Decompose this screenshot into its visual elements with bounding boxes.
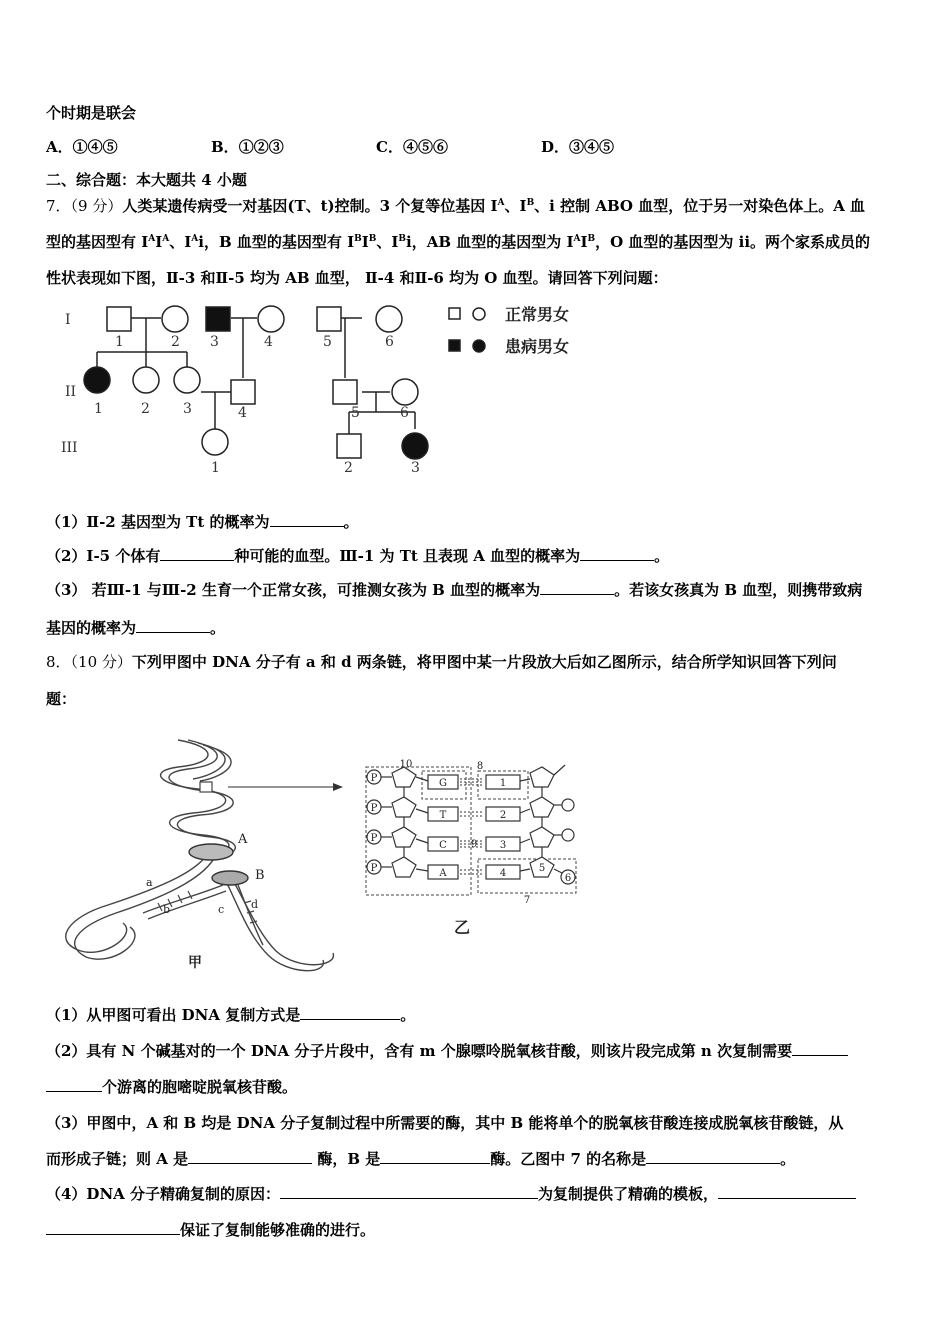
gen-label-II: II — [65, 384, 77, 400]
base-A: A — [439, 868, 447, 879]
answer-blank[interactable] — [380, 1149, 490, 1164]
pedigree-II3-female — [174, 367, 200, 393]
arrow-head-icon — [333, 783, 343, 791]
sugar-pentagon-left — [392, 857, 416, 877]
answer-blank[interactable] — [580, 546, 654, 561]
legend-affected-female-icon — [473, 340, 485, 352]
label-II4: 4 — [238, 405, 247, 421]
answer-blank[interactable] — [188, 1149, 312, 1164]
legend-normal-label: 正常男女 — [505, 305, 570, 324]
label-II5: 5 — [351, 405, 360, 421]
pedigree-I4-female — [258, 306, 284, 332]
label-7: 7 — [523, 895, 531, 906]
label-a: a — [146, 876, 153, 889]
pedigree-I6-female — [376, 306, 402, 332]
q8-sub-2: （2）具有 N 个碱基对的一个 DNA 分子片段中，含有 m 个腺嘌呤脱氧核苷酸，则该片段完成第 n 次复制需要 — [46, 1041, 848, 1061]
label-8: 8 — [476, 761, 484, 772]
pedigree-I2-female — [162, 306, 188, 332]
pedigree-II5-male — [333, 380, 357, 404]
label-I2: 2 — [171, 334, 180, 350]
answer-blank[interactable] — [792, 1041, 848, 1056]
sugar-pentagon-left — [392, 797, 416, 817]
pedigree-II1-female-affected — [84, 367, 110, 393]
pedigree-III3-female-affected — [402, 433, 428, 459]
base-C: C — [439, 840, 447, 851]
label-10: 10 — [399, 759, 413, 770]
answer-blank[interactable] — [160, 546, 234, 561]
sugar-pentagon-right — [530, 767, 554, 787]
q8-sub-3-cont: 而形成子链；则 A 是 酶，B 是 酶。乙图中 7 的名称是 。 — [46, 1150, 796, 1168]
label-III2: 2 — [344, 460, 353, 476]
phosphate-label: P — [370, 803, 378, 814]
phosphate-label: P — [370, 863, 378, 874]
pedigree-II4-male — [231, 380, 255, 404]
sugar-pentagon-left — [392, 767, 416, 787]
label-III1: 1 — [211, 460, 220, 476]
label-II2: 2 — [141, 401, 150, 417]
answer-blank[interactable] — [270, 512, 344, 527]
option-b: B．①②③ — [211, 138, 284, 156]
pedigree-II2-female — [133, 367, 159, 393]
figure-yi — [360, 755, 590, 945]
legend-normal-male-icon — [449, 308, 460, 319]
sugar-pentagon-left — [392, 827, 416, 847]
figure-yi-caption: 乙 — [453, 918, 471, 937]
right-base-4: 4 — [499, 868, 507, 879]
q7-sub-1: （1）Ⅱ-2 基因型为 Tt 的概率为 。 — [46, 513, 359, 531]
q8-sub-3: （3）甲图中，A 和 B 均是 DNA 分子复制过程中所需要的酶，其中 B 能将单个的脱氧核苷酸连接成脱氧核苷酸链，从 — [46, 1114, 844, 1132]
label-II1: 1 — [94, 401, 103, 417]
phosphate-icon — [562, 829, 574, 841]
q8-line-1: 8．（10 分）下列甲图中 DNA 分子有 a 和 d 两条链，将甲图中某一片段放大后如乙图所示，结合所学知识回答下列问 — [46, 653, 837, 671]
right-base-1: 1 — [499, 778, 507, 789]
label-I6: 6 — [385, 334, 394, 350]
label-c: c — [218, 903, 225, 916]
answer-blank[interactable] — [46, 1220, 180, 1235]
figure-jia-caption: 甲 — [188, 955, 202, 971]
label-6: 6 — [564, 873, 572, 884]
q7-line-1: 7．（9 分）人类某遗传病受一对基因(T、t)控制。3 个复等位基因 $I^A$、$I^B$、i 控制 ABO 血型，位于另一对染色体上。A 血 — [46, 197, 866, 215]
base-G: G — [439, 778, 447, 789]
answer-blank[interactable] — [46, 1077, 102, 1092]
pedigree-II6-female — [392, 379, 418, 405]
figure-jia — [48, 735, 348, 985]
sugar-pentagon-right — [530, 827, 554, 847]
legend-affected-male-icon — [449, 340, 460, 351]
enlarge-marker — [200, 782, 212, 792]
continuation-line: 个时期是联会 — [46, 104, 137, 122]
label-I4: 4 — [264, 334, 273, 350]
q7-sub-2: （2）Ⅰ-5 个体有 种可能的血型。Ⅲ-1 为 Tt 且表现 A 血型的概率为 。 — [46, 547, 670, 565]
option-c: C．④⑤⑥ — [376, 138, 448, 156]
label-b: b — [163, 903, 171, 916]
legend-affected-label: 患病男女 — [505, 337, 570, 356]
q7-sub-3: （3） 若Ⅲ-1 与Ⅲ-2 生育一个正常女孩，可推测女孩为 B 血型的概率为 。若该女孩真为 B 血型，则携带致病 — [46, 581, 863, 599]
answer-blank[interactable] — [646, 1149, 780, 1164]
phosphate-label: P — [370, 833, 378, 844]
label-B: B — [255, 868, 265, 883]
answer-blank[interactable] — [718, 1184, 856, 1199]
answer-blank[interactable] — [300, 1005, 400, 1020]
label-III3: 3 — [411, 460, 420, 476]
phosphate-label: P — [370, 773, 378, 784]
label-A: A — [238, 832, 248, 847]
label-I3: 3 — [210, 334, 219, 350]
pedigree-III1-female — [202, 429, 228, 455]
q8-sub-4: （4）DNA 分子精确复制的原因： 为复制提供了精确的模板， — [46, 1184, 856, 1204]
gen-label-III: III — [61, 440, 78, 456]
section-heading: 二、综合题：本大题共 4 小题 — [46, 171, 247, 189]
q8-sub-4-cont: 保证了复制能够准确的进行。 — [46, 1220, 375, 1240]
label-5: 5 — [538, 863, 546, 874]
answer-blank[interactable] — [540, 580, 614, 595]
base-T: T — [439, 810, 447, 821]
pedigree-I1-male — [107, 307, 131, 331]
q8-sub-1: （1）从甲图可看出 DNA 复制方式是 。 — [46, 1006, 416, 1024]
option-d: D．③④⑤ — [541, 138, 615, 156]
q8-line-2: 题： — [46, 690, 77, 708]
label-I5: 5 — [323, 334, 332, 350]
q7-sub-3-cont: 基因的概率为 。 — [46, 619, 226, 637]
label-II3: 3 — [183, 401, 192, 417]
pedigree-I5-male — [317, 307, 341, 331]
sugar-pentagon-right — [530, 797, 554, 817]
pedigree-diagram — [55, 296, 615, 486]
q8-sub-2-cont: 个游离的胞嘧啶脱氧核苷酸。 — [46, 1077, 297, 1097]
q7-line-3: 性状表现如下图，Ⅱ-3 和Ⅱ-5 均为 AB 血型， Ⅱ-4 和Ⅱ-6 均为 O 血型。请回答下列问题： — [46, 269, 668, 287]
right-base-2: 2 — [499, 810, 507, 821]
label-I1: 1 — [115, 334, 124, 350]
gen-label-I: I — [65, 312, 71, 328]
pedigree-I3-male-affected — [206, 307, 230, 331]
option-a: A．①④⑤ — [46, 138, 118, 156]
label-II6: 6 — [400, 405, 409, 421]
q7-line-2: 型的基因型有 $I^AI^A$、$I^Ai$，B 血型的基因型有 $I^BI^B$、$I^Bi$，AB 血型的基因型为 $I^AI^B$，O 血型的基因型为 ii。两个家系成员的 — [46, 233, 871, 251]
right-base-3: 3 — [499, 840, 507, 851]
label-9: 9 — [470, 839, 478, 850]
answer-blank[interactable] — [280, 1184, 538, 1199]
pedigree-III2-male — [337, 434, 361, 458]
answer-blank[interactable] — [136, 618, 210, 633]
enzyme-b-ellipse — [212, 871, 248, 885]
enzyme-a-ellipse — [189, 844, 233, 860]
legend-normal-female-icon — [473, 308, 485, 320]
phosphate-icon — [562, 799, 574, 811]
label-d: d — [251, 898, 259, 911]
